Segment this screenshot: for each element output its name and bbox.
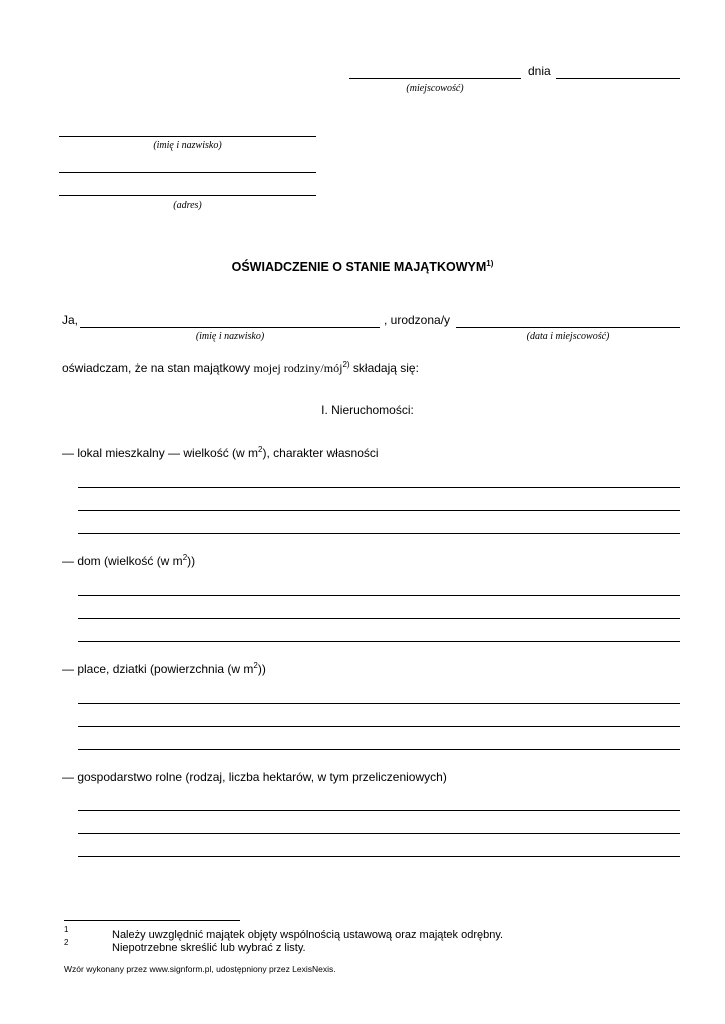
statement-prefix: oświadczam, że na stan majątkowy bbox=[62, 361, 251, 375]
statement-footnote-ref: 2) bbox=[342, 360, 350, 369]
title-text: OŚWIADCZENIE O STANIE MAJĄTKOWYM bbox=[231, 260, 487, 274]
place-answer-line-2[interactable] bbox=[78, 726, 680, 727]
lokal-answer-line-2[interactable] bbox=[78, 510, 680, 511]
declarant-name-caption: (imię i nazwisko) bbox=[195, 331, 265, 342]
place-answer-line-1[interactable] bbox=[78, 703, 680, 704]
urodzona-label: , urodzona/y bbox=[384, 313, 451, 327]
footer-credit: Wzór wykonany przez www.signform.pl, udostępniony przez LexisNexis. bbox=[64, 964, 336, 974]
name-line[interactable] bbox=[59, 136, 316, 137]
dom-answer-line-3[interactable] bbox=[78, 641, 680, 642]
item-gospodarstwo: — gospodarstwo rolne (rodzaj, liczba hektarów, w tym przeliczeniowych) bbox=[62, 770, 447, 784]
birth-date-caption: (data i miejscowość) bbox=[526, 331, 610, 342]
place-caption: (miejscowość) bbox=[406, 83, 464, 94]
dnia-label: dnia bbox=[528, 64, 551, 78]
statement-choice[interactable]: mojej rodziny/mój bbox=[253, 361, 343, 375]
lokal-answer-line-3[interactable] bbox=[78, 533, 680, 534]
item-dom-sup: 2 bbox=[182, 553, 188, 562]
address-line-2[interactable] bbox=[59, 195, 316, 196]
dom-answer-line-1[interactable] bbox=[78, 595, 680, 596]
lokal-answer-line-1[interactable] bbox=[78, 487, 680, 488]
item-lokal-prefix: — lokal mieszkalny — wielkość (w m bbox=[62, 446, 259, 460]
address-line-1[interactable] bbox=[59, 172, 316, 173]
declarant-name-line[interactable] bbox=[80, 327, 380, 328]
statement-line bbox=[62, 361, 419, 376]
item-dom-prefix: — dom (wielkość (w m bbox=[62, 554, 183, 568]
gosp-answer-line-1[interactable] bbox=[78, 810, 680, 811]
ja-label: Ja, bbox=[62, 313, 79, 327]
footnote-2-number: 2 bbox=[64, 938, 69, 947]
item-lokal bbox=[62, 446, 379, 460]
footnote-1-number: 1 bbox=[64, 925, 69, 934]
item-dom-suffix: )) bbox=[187, 554, 196, 568]
item-place-suffix: )) bbox=[257, 662, 266, 676]
footnote-2-text: Niepotrzebne skreślić lub wybrać z listy. bbox=[112, 942, 306, 954]
gosp-answer-line-3[interactable] bbox=[78, 856, 680, 857]
date-line[interactable] bbox=[556, 78, 680, 79]
statement-suffix: składają się: bbox=[352, 361, 419, 375]
item-lokal-sup: 2 bbox=[258, 445, 263, 454]
title-footnote-ref: 1) bbox=[486, 258, 494, 268]
dom-answer-line-2[interactable] bbox=[78, 618, 680, 619]
place-line[interactable] bbox=[349, 78, 521, 79]
item-place-prefix: — place, dziatki (powierzchnia (w m bbox=[62, 662, 254, 676]
gosp-answer-line-2[interactable] bbox=[78, 833, 680, 834]
name-caption: (imię i nazwisko) bbox=[153, 140, 222, 151]
footnote-separator bbox=[64, 920, 240, 921]
birth-date-line[interactable] bbox=[456, 327, 680, 328]
section-title: I. Nieruchomości: bbox=[321, 403, 414, 417]
document-title bbox=[0, 260, 725, 274]
item-lokal-suffix: ), charakter własności bbox=[262, 446, 379, 460]
place-answer-line-3[interactable] bbox=[78, 749, 680, 750]
address-caption: (adres) bbox=[173, 200, 202, 211]
item-dom bbox=[62, 554, 195, 568]
footnote-1-text: Należy uwzględnić majątek objęty wspólnością ustawową oraz majątek odrębny. bbox=[112, 929, 504, 941]
item-place-sup: 2 bbox=[253, 661, 258, 670]
item-place bbox=[62, 662, 266, 676]
